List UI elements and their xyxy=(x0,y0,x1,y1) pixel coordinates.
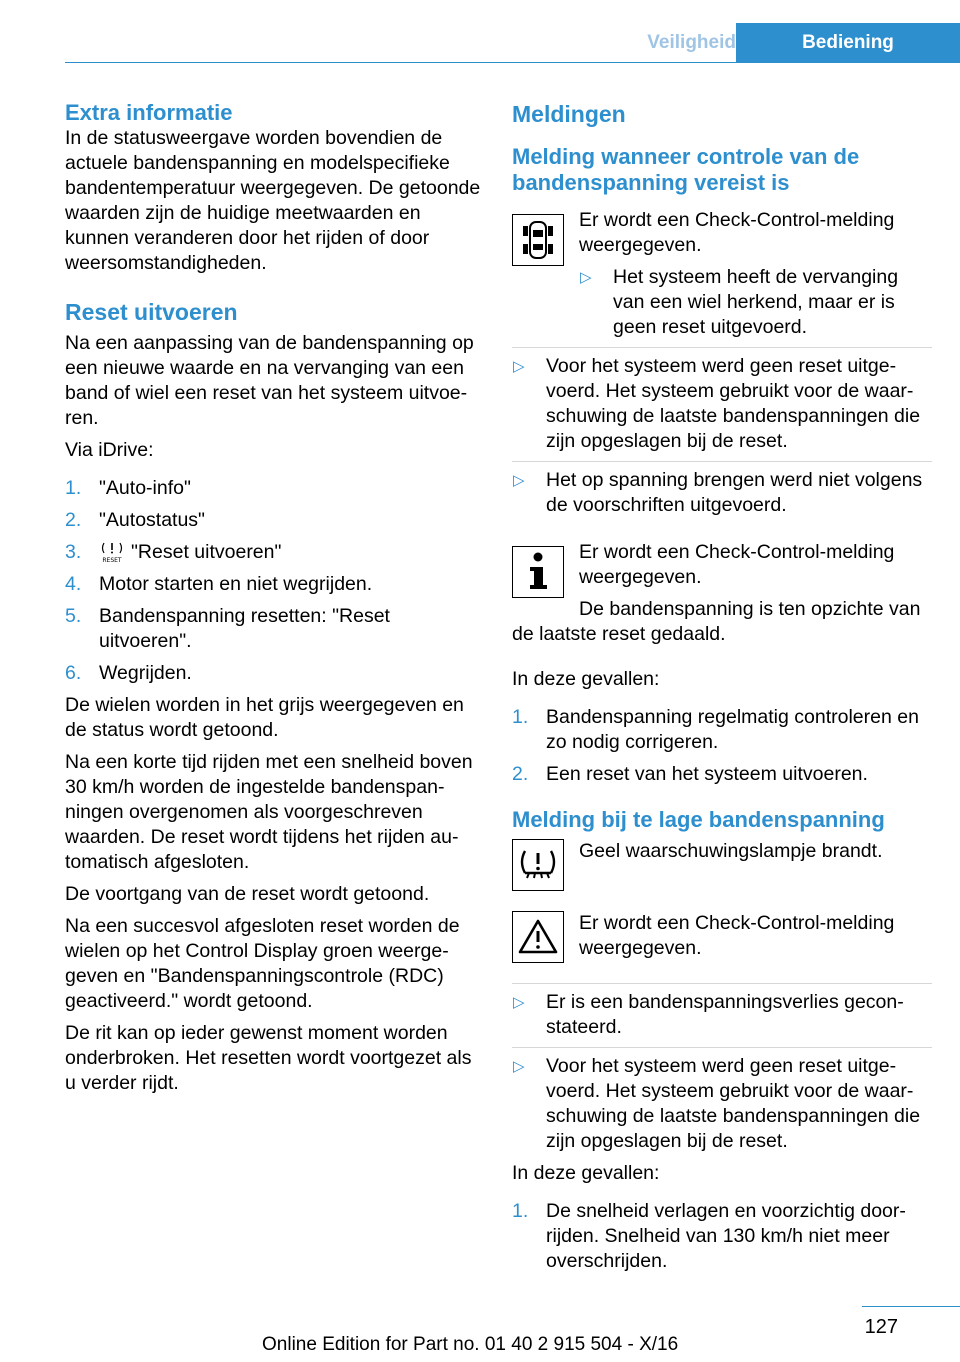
tire-reset-icon xyxy=(99,541,125,563)
step-text: Bandenspanning regelmatig controleren en zo nodig corrigeren. xyxy=(546,706,919,753)
triangle-bullet-icon: ▷ xyxy=(513,994,525,1011)
tire-pressure-warning-icon xyxy=(512,839,564,891)
divider xyxy=(512,461,932,462)
divider xyxy=(512,983,932,984)
step-text: Wegrijden. xyxy=(99,662,192,684)
bullet-list xyxy=(512,354,932,454)
step-number: 5. xyxy=(65,605,82,627)
bullet-text: Het op spanning brengen werd niet volgens de voorschriften uitgevoerd. xyxy=(546,469,923,516)
paragraph: Na een aanpassing van de bandenspanning op een nieuwe waarde en na vervanging van een band of wiel een reset van het systeem uitvoeren. xyxy=(65,332,474,429)
bullet-text: Voor het systeem werd geen reset uitgevoerd. Het systeem gebruikt voor de waarschuwing de laatste bandenspanningen die zijn opgeslagen bij de reset. xyxy=(546,1055,921,1152)
bullet-text: Voor het systeem werd geen reset uitgevoerd. Het systeem gebruikt voor de waarschuwing de laatste bandenspanningen die zijn opgeslagen bij de reset. xyxy=(546,355,921,452)
list-item xyxy=(512,762,932,787)
heading-reset-uitvoeren: Reset uitvoeren xyxy=(65,299,238,325)
left-column xyxy=(65,100,485,1103)
warning-triangle-icon xyxy=(512,911,564,963)
step-number: 4. xyxy=(65,573,82,595)
step-number: 1. xyxy=(512,1200,529,1222)
step-number: 2. xyxy=(512,763,529,785)
footer-divider xyxy=(862,1306,960,1307)
step-text: De snelheid verlagen en voorzichtig doorrijden. Snelheid van 130 km/h niet meer overschrijden. xyxy=(546,1200,906,1272)
warning-message-row xyxy=(512,911,932,983)
step-text: Een reset van het systeem uitvoeren. xyxy=(546,763,868,785)
list-item xyxy=(512,354,932,454)
edition-footer: Online Edition for Part no. 01 40 2 915 504 - X/16 xyxy=(262,1334,679,1355)
paragraph: In de statusweergave worden bovendien de actuele bandenspanning en modelspecifieke bandentemperatuur weergegeven. De getoonde waarden zijn de huidige meetwaarden en kunnen veranderen door het rijden of door weersomstandigheden. xyxy=(65,127,481,274)
bullet-list xyxy=(512,1054,932,1154)
paragraph: Na een korte tijd rijden met een snelheid boven 30 km/h worden de ingestelde bandenspanningen overgenomen als voorgeschreven waarden. De reset wordt tijdens het rijden automatisch afgesloten. xyxy=(65,751,473,873)
page-number: 127 xyxy=(864,1316,898,1338)
list-item xyxy=(512,990,932,1040)
bullet-list xyxy=(512,468,932,518)
triangle-bullet-icon: ▷ xyxy=(513,1058,525,1075)
step-text: Bandenspanning resetten: "Reset uitvoeren". xyxy=(99,605,390,652)
heading-meldingen: Meldingen xyxy=(512,101,626,127)
list-item xyxy=(65,604,485,654)
bullet-list xyxy=(512,990,932,1040)
cases-list xyxy=(512,1199,932,1274)
step-text: "Auto-info" xyxy=(99,477,191,499)
paragraph: De rit kan op ieder gewenst moment worden onderbroken. Het resetten wordt voortgezet als u verder rijdt. xyxy=(65,1022,472,1094)
list-item xyxy=(512,705,932,755)
reset-steps-list xyxy=(65,476,485,686)
list-item xyxy=(579,265,932,340)
check-control-row xyxy=(512,208,932,340)
warning-lamp-row xyxy=(512,839,932,911)
tab-veiligheid[interactable]: Veiligheid xyxy=(647,32,736,53)
paragraph: Geel waarschuwingslampje brandt. xyxy=(579,840,883,862)
bullet-text: Er is een bandenspanningsverlies geconstateerd. xyxy=(546,991,904,1038)
paragraph: Er wordt een Check-Control-melding weergegeven. xyxy=(579,912,895,959)
svg-text:RESET: RESET xyxy=(102,557,122,563)
step-number: 1. xyxy=(65,477,82,499)
tab-bediening[interactable]: Bediening xyxy=(736,23,960,62)
heading-controle-vereist: Melding wanneer controle van de bandenspanning vereist is xyxy=(512,144,860,195)
triangle-bullet-icon: ▷ xyxy=(580,269,592,286)
paragraph: De bandenspanning is ten opzichte van de laatste reset gedaald. xyxy=(512,598,921,645)
list-item xyxy=(65,476,485,501)
cases-list xyxy=(512,705,932,787)
heading-te-lage-bandenspanning: Melding bij te lage bandenspanning xyxy=(512,807,885,832)
list-item xyxy=(65,661,485,686)
step-number: 6. xyxy=(65,662,82,684)
list-item xyxy=(65,508,485,533)
list-item xyxy=(512,468,932,518)
info-row xyxy=(512,540,932,647)
info-icon xyxy=(512,546,564,598)
step-number: 1. xyxy=(512,706,529,728)
paragraph: De wielen worden in het grijs weergegeven en de status wordt getoond. xyxy=(65,694,464,741)
paragraph: Er wordt een Check-Control-melding weergegeven. xyxy=(579,541,895,588)
paragraph: Via iDrive: xyxy=(65,439,154,461)
step-number: 2. xyxy=(65,509,82,531)
bullet-text: Het systeem heeft de vervanging van een wiel herkend, maar er is geen reset uitgevoerd. xyxy=(613,266,899,338)
right-column xyxy=(512,100,932,1281)
car-tires-icon xyxy=(512,214,564,266)
list-item xyxy=(512,1054,932,1154)
step-text: Motor starten en niet wegrijden. xyxy=(99,573,373,595)
step-text: "Reset uitvoeren" xyxy=(131,541,282,563)
sub-bullet-list xyxy=(579,265,932,340)
list-item xyxy=(65,540,485,565)
triangle-bullet-icon: ▷ xyxy=(513,472,525,489)
divider xyxy=(512,1047,932,1048)
step-text: "Autostatus" xyxy=(99,509,205,531)
paragraph: Na een succesvol afgesloten reset worden de wielen op het Control Display groen weergegeven en "Bandenspanningscontrole (RDC) geactiveerd." wordt getoond. xyxy=(65,915,460,1012)
paragraph: Er wordt een Check-Control-melding weergegeven. xyxy=(579,209,895,256)
page-header xyxy=(65,23,960,63)
paragraph: In deze gevallen: xyxy=(512,668,660,690)
paragraph: In deze gevallen: xyxy=(512,1162,660,1184)
divider xyxy=(512,347,932,348)
list-item xyxy=(512,1199,932,1274)
step-number: 3. xyxy=(65,541,82,563)
triangle-bullet-icon: ▷ xyxy=(513,358,525,375)
paragraph: De voortgang van de reset wordt getoond. xyxy=(65,883,430,905)
list-item xyxy=(65,572,485,597)
heading-extra-informatie: Extra informatie xyxy=(65,100,233,125)
